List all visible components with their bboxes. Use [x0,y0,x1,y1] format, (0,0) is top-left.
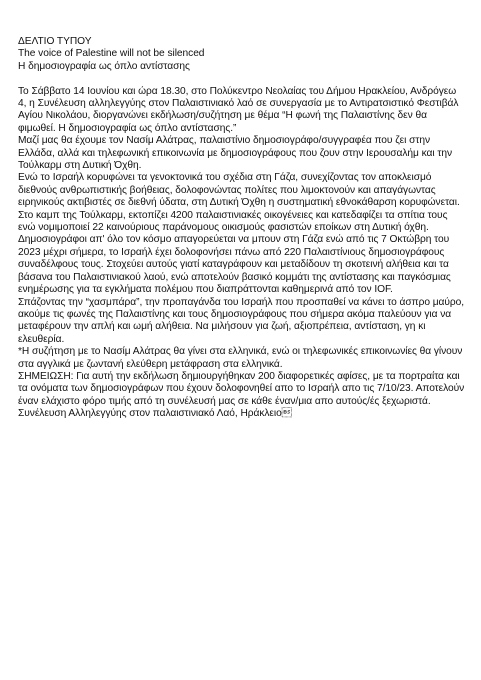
paragraph-speakers: Μαζί μας θα έχουμε τον Νασίμ Αλάτρας, παλαιστίνιο δημοσιογράφο/συγγραφέα που ζει στην Ελλάδα, αλλά και τηλεφωνική επικοινωνία με δημοσιογράφους που ζουν στην Ιερουσαλήμ και την Τούλκαρμ στη Δυτική Όχθη. [18,135,453,172]
press-release-header [18,36,466,73]
paragraph-journalists: Δημοσιογράφοι απ' όλο τον κόσμο απαγορεύεται να μπουν στη Γάζα ενώ από τις 7 Οκτώβρη του 2023 μέχρι σήμερα, το Ισραήλ έχει δολοφονήσει πάνω από 220 Παλαιστίνιους δημοσιογράφους συναδέλφους τους. Στοχεύει αυτούς γιατί καταγράφουν και μεταδίδουν τη σκοτεινή αλήθεια και τα βάσανα του Παλαιστινιακού λαού, ενώ αποτελούν βασικό κομμάτι της αντίστασης και παγκόσμιας ενημέρωσης για τα εγκλήματα πολέμου που διαπράττονται καθημερινά από τον IOF. [18,234,451,296]
signature-line: Συνέλευση Αλληλεγγύης στον παλαιστινιακό Λαό, Ηράκλειο [18,408,292,420]
paragraph-language-note: *Η συζήτηση με το Νασίμ Αλάτρας θα γίνει στα ελληνικά, ενώ οι τηλεφωνικές επικοινωνίες θα γίνουν στα αγγλικά με ζωντανή ελεύθερη μετάφραση στα ελληνικά. [18,346,463,370]
paragraph-posters-note: ΣΗΜΕΙΩΣΗ: Για αυτή την εκδήλωση δημιουργήθηκαν 200 διαφορετικές αφίσες, με τα πορτραίτα και τα ονόματα των δημοσιογράφων που έχουν δολοφονηθεί απο το Ισραήλ απο τις 7/10/23. Αποτελούν έναν ελάχιστο φόρο τιμής από τη συνέλευσή μας σε κάθε έναν/μια απο αυτούς/ές ξεχωριστά. [18,370,465,407]
paragraph-israel-context: Ενώ το Ισραήλ κορυφώνει τα γενοκτονικά του σχέδια στη Γάζα, συνεχίζοντας τον αποκλεισμό διεθνούς ανθρωπιστικής βοήθειας, δολοφονώντας πολίτες που λιμοκτονούν και απαγάγωντας ειρηνικούς ακτιβιστές σε διεθνή ύδατα, στη Δυτική Όχθη η συστηματική εθνοκάθαρση κορυφώνεται. Στο καμπ της Τούλκαρμ, εκτοπίζει 4200 παλαιστινιακές οικογένειες και κατεδαφίζει τα σπίτια τους ενώ νομιμοποιεί 22 καινούριους παράνομους οικισμούς φασιστών εποίκων στη Δυτική όχθη. [18,172,460,234]
header-english-subtitle: The voice of Palestine will not be silenced [18,48,205,60]
header-title: ΔΕΛΤΙΟ ΤΥΠΟΥ [18,36,92,47]
paragraph-event-announcement: Το Σάββατο 14 Ιουνίου και ώρα 18.30, στο Πολύκεντρο Νεολαίας του Δήμου Ηρακλείου, Ανδρόγεω 4, η Συνέλευση αλληλεγγύης στον Παλαιστινιακό λαό σε συνεργασία με το Αντιρατσιστικό Φεστιβάλ Αγίου Νικολάου, διοργανώνει εκδήλωση/συζήτηση με θέμα “Η φωνή της Παλαιστίνης δεν θα φιμωθεί. Η δημοσιογραφία ως όπλο αντίστασης.” [18,85,459,134]
header-greek-subtitle: Η δημοσιογραφία ως όπλο αντίστασης [18,60,190,72]
paragraph-hasbara: Σπάζοντας την “χασμπάρα”, την προπαγάνδα του Ισραήλ που προσπαθεί να κάνει το άσπρο μαύρο, ακούμε τις φωνές της Παλαιστίνης και τους δημοσιογράφους που σήμερα ακόμα παλεύουν για να μεταφέρουν την απλή και ωμή αλήθεια. Να μιλήσουν για ζωή, αξιοπρέπεια, αντίσταση, γη κι ελευθερία. [18,296,465,345]
press-release-document [18,36,466,421]
